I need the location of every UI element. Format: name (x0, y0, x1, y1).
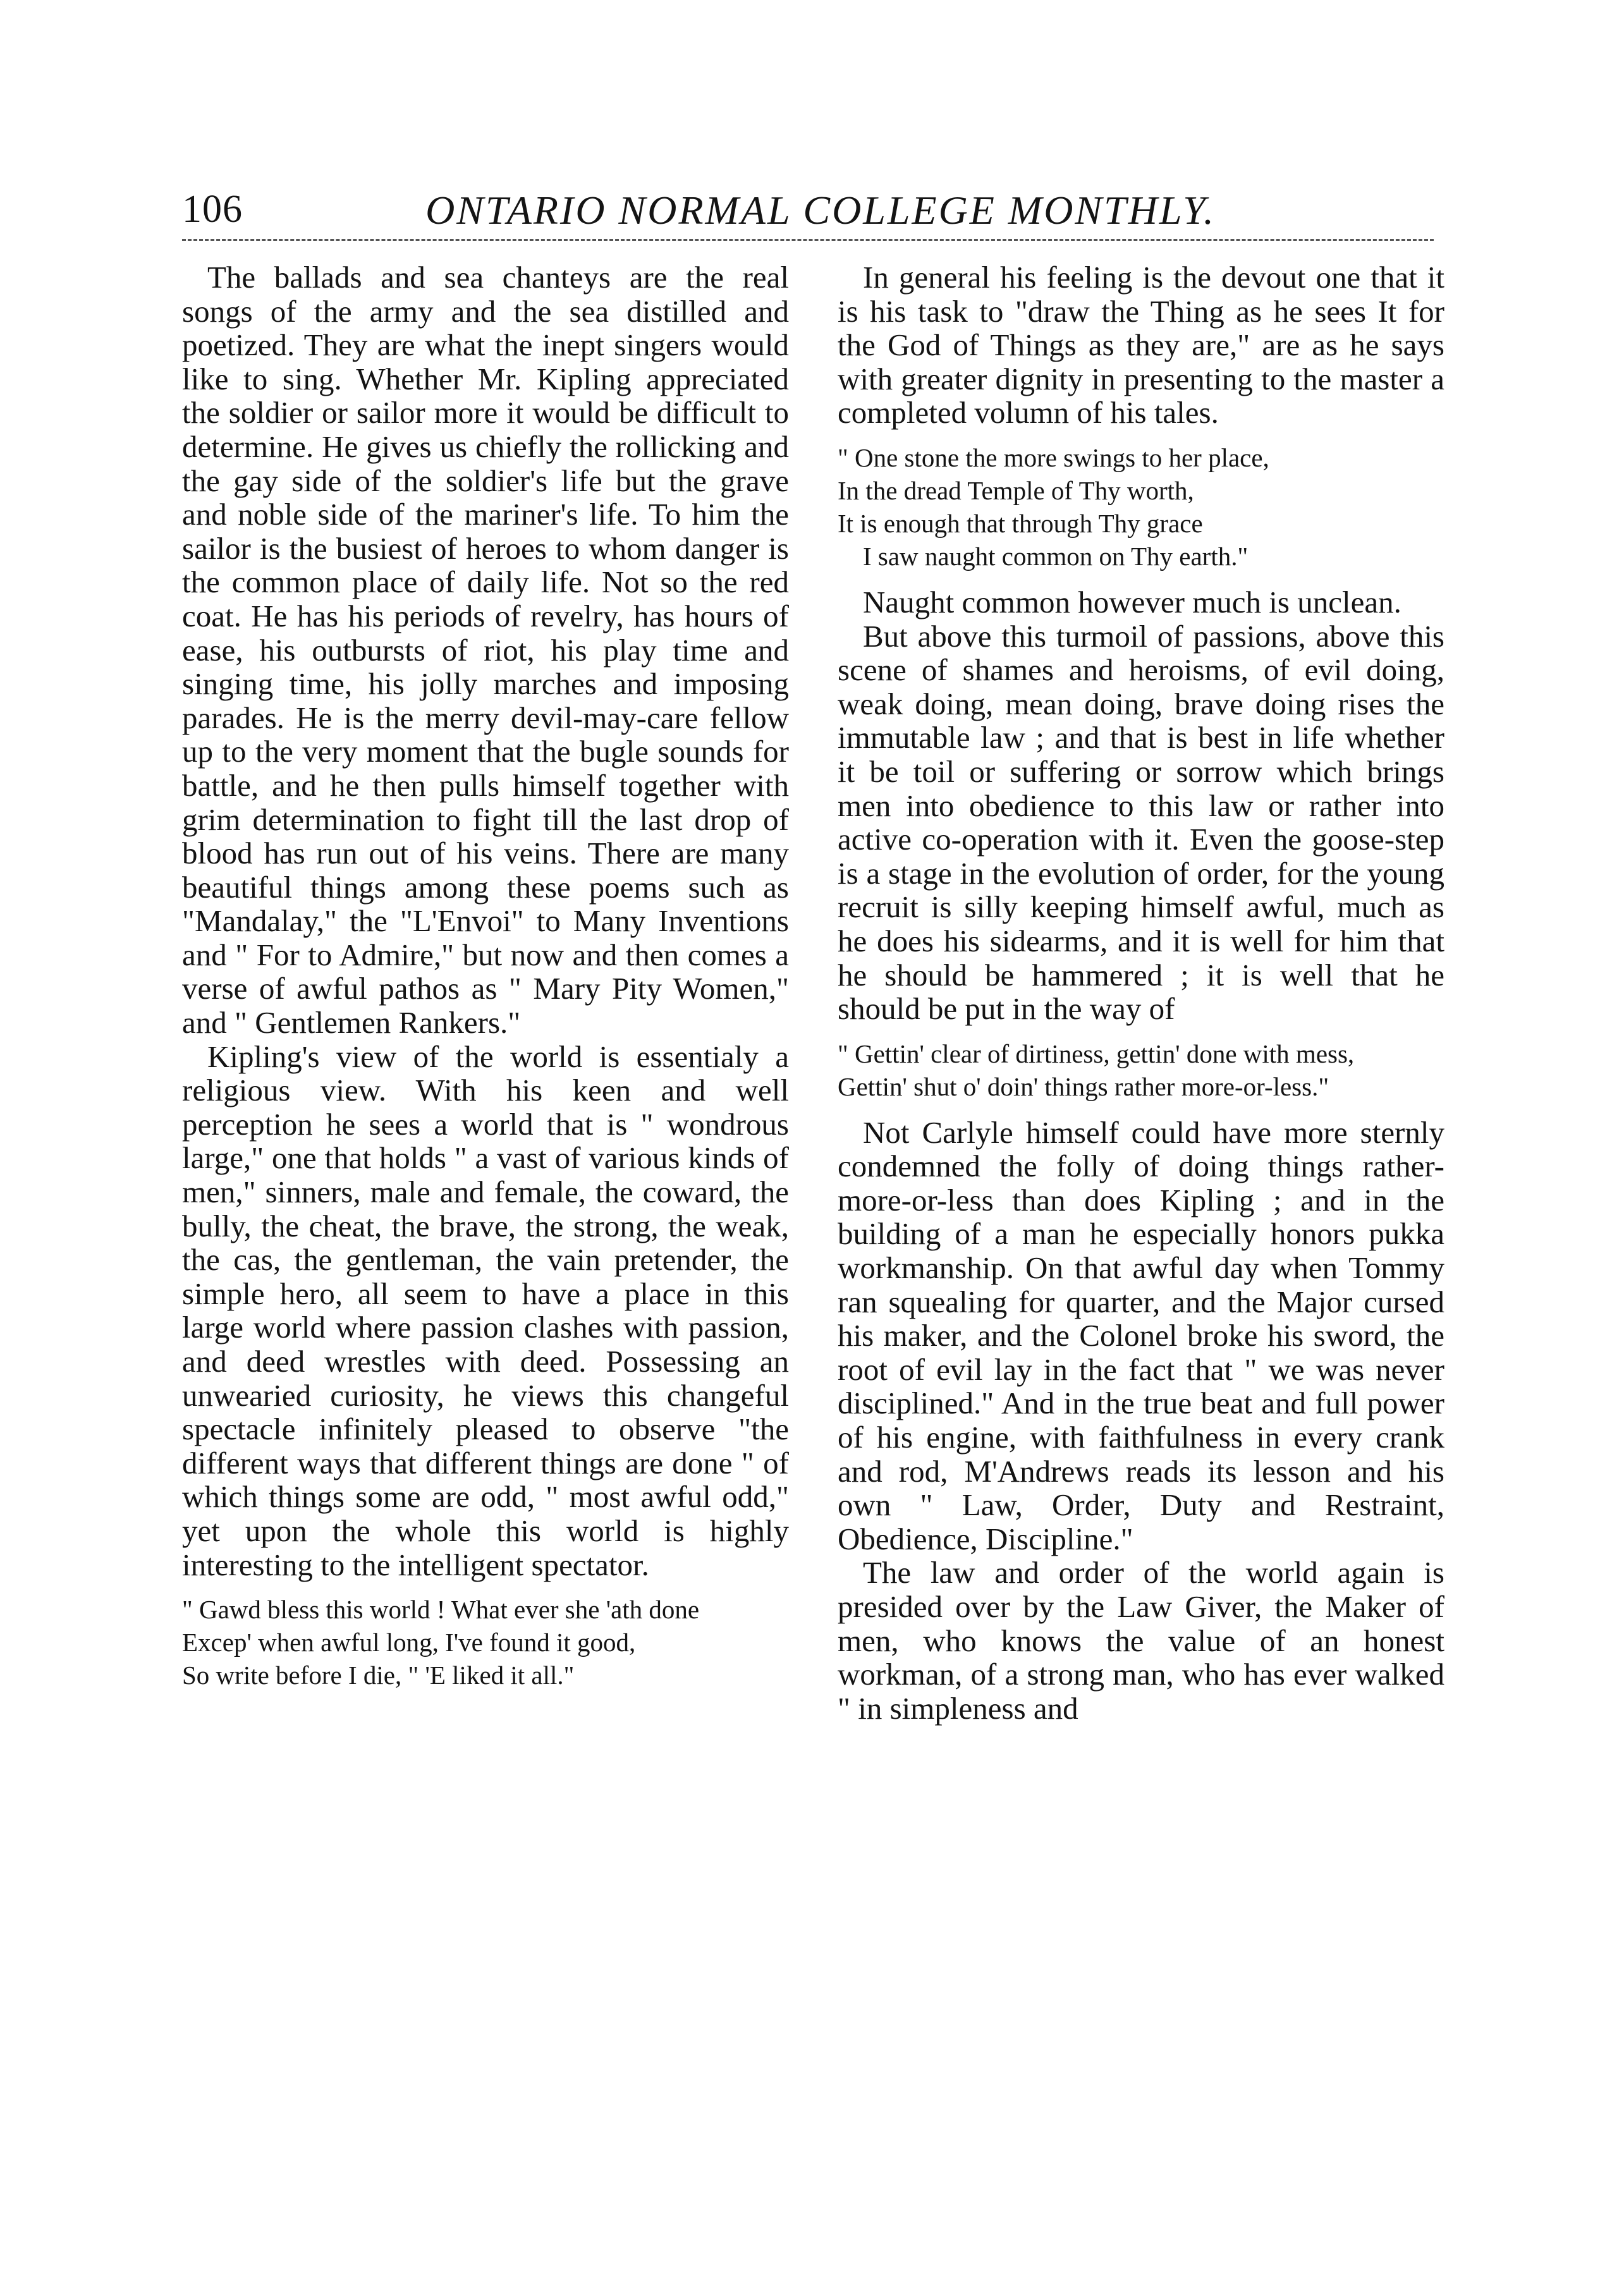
verse-line: In the dread Temple of Thy worth, (838, 475, 1194, 505)
verse-line: " Gettin' clear of dirtiness, gettin' done with mess, (838, 1039, 1355, 1068)
paragraph: In general his feeling is the devout one that it is his task to "draw the Thing as he sees It for the God of Things as they are," are as he says with greater dignity in presenting to the master a completed volumn of his tales. (838, 260, 1444, 430)
verse-line: Excep' when awful long, I've found it good, (182, 1628, 636, 1657)
verse-line: So write before I die, " 'E liked it all." (182, 1661, 575, 1690)
paragraph: Not Carlyle himself could have more sternly condemned the folly of doing things rather-more-or-less than does Kipling ; and in the building of a man he especially honors pukka workmanship. On that awful day when Tommy ran squealing for quarter, and the Major cursed his maker, and the Colonel broke his sword, the root of evil lay in the fact that " we was never disciplined." And in the true beat and full power of his engine, with faithfulness in every crank and rod, M'Andrews reads its lesson and his own " Law, Order, Duty and Restraint, Obedience, Discipline." (838, 1114, 1444, 1556)
verse-line: Gettin' shut o' doin' things rather more-or-less." (838, 1071, 1329, 1101)
verse-quote (838, 441, 1444, 573)
paragraph: The ballads and sea chanteys are the real songs of the army and the sea distilled and poetized. They are what the inept singers would like to sing. Whether Mr. Kipling appreciated the soldier or sailor more it would be difficult to determine. He gives us chiefly the rollicking and the gay side of the soldier's life but the grave and noble side of the mariner's life. To him the sailor is the busiest of heroes to whom danger is the common place of daily life. Not so the red coat. He has his periods of revelry, has hours of ease, his outbursts of riot, his play time and singing time, his jolly marches and imposing parades. He is the merry devil-may-care fellow up to the very moment that the bugle sounds for battle, and he then pulls himself together with grim determination to fight till the last drop of blood has run out of his veins. There are many beautiful things among these poems such as "Mandalay," the "L'Envoi" to Many Inventions and " For to Admire," but now and then comes a verse of awful pathos as " Mary Pity Women," and " Gentlemen Rankers." (182, 260, 789, 1040)
paragraph: But above this turmoil of passions, above this scene of shames and heroisms, of evil doing, weak doing, mean doing, brave doing rises the immutable law ; and that is best in life whether it be toil or suffering or sorrow which brings men into obedience to this law or rather into active co-operation with it. Even the goose-step is a stage in the evolution of order, for the young recruit is silly keeping himself awful, much as he does his sidearms, and it is well for him that he should be hammered ; it is well that he should be put in the way of (838, 618, 1444, 1027)
paragraph: The law and order of the world again is presided over by the Law Giver, the Maker of men, who knows the value of an honest workman, of a strong man, who has ever walked " in simpleness and (838, 1555, 1444, 1726)
verse-line: I saw naught common on Thy earth." (863, 541, 1249, 571)
page-header (182, 183, 1459, 240)
verse-line: It is enough that through Thy grace (838, 508, 1203, 538)
verse-line: " One stone the more swings to her place, (838, 442, 1269, 472)
verse-quote (838, 1037, 1444, 1103)
right-column (838, 260, 1444, 1725)
paragraph: Kipling's view of the world is essentialy a religious view. With his keen and well perception he sees a world that is " wondrous large," one that holds " a vast of various kinds of men," sinners, male and female, the coward, the bully, the cheat, the brave, the strong, the weak, the cas, the gentleman, the vain pretender, the simple hero, all seem to have a place in this large world where passion clashes with passion, and deed wrestles with deed. Possessing an unwearied curiosity, he views this changeful spectacle infinitely pleased to observe "the different ways that different things are done " of which things some are odd, " most awful odd," yet upon the whole this world is highly interesting to the intelligent spectator. (182, 1039, 789, 1582)
running-title: ONTARIO NORMAL COLLEGE MONTHLY. (425, 188, 1216, 233)
paragraph: Naught common however much is unclean. (863, 584, 1401, 619)
left-column (182, 260, 789, 1704)
header-rule (182, 239, 1434, 241)
verse-line: " Gawd bless this world ! What ever she 'ath done (182, 1595, 700, 1625)
page-number: 106 (182, 188, 243, 231)
verse-quote (182, 1593, 789, 1692)
